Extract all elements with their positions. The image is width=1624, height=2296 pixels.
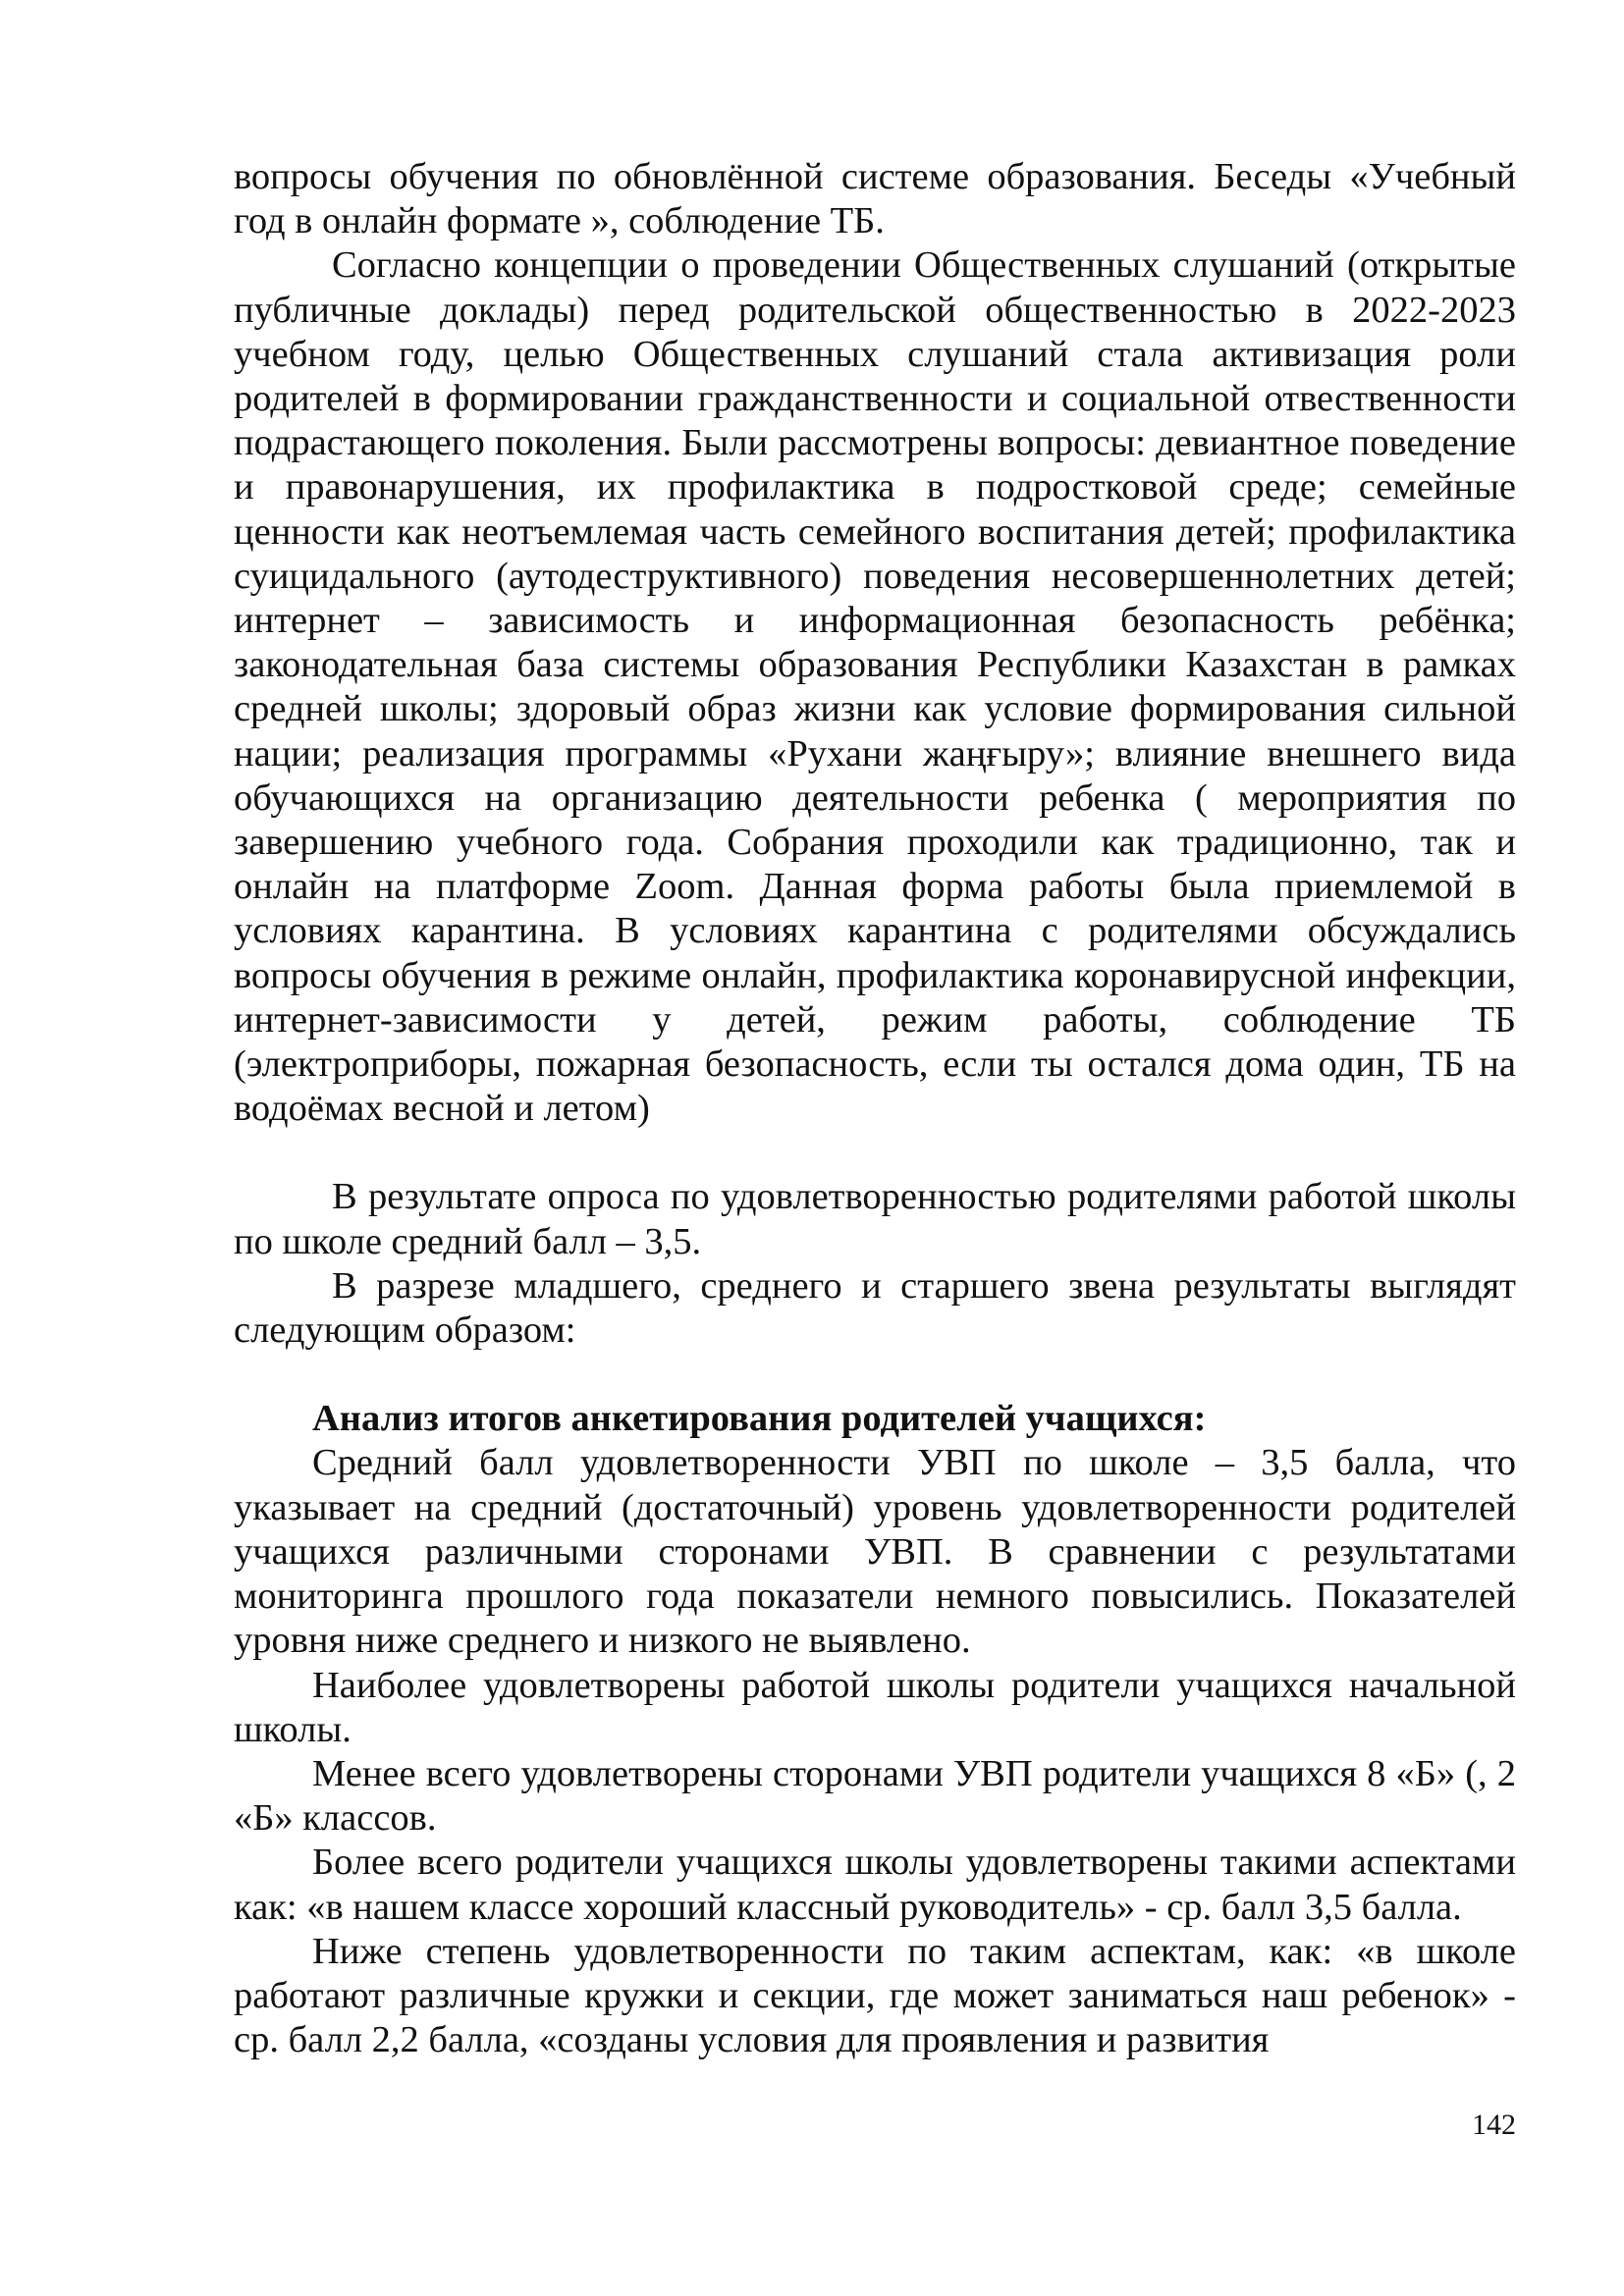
document-body bbox=[234, 155, 1516, 2062]
paragraph-least-satisfied: Менее всего удовлетворены сторонами УВП родители учащихся 8 «Б» (, 2 «Б» классов. bbox=[234, 1752, 1516, 1840]
page-number: 142 bbox=[1472, 2109, 1516, 2141]
paragraph-average-score: Средний балл удовлетворенности УВП по школе – 3,5 балла, что указывает на средний (достаточный) уровень удовлетворенности родителей учащихся различными сторонами УВП. В сравнении с результатами мониторинга прошлого года показатели немного повысились. Показателей уровня ниже среднего и низкого не выявлено. bbox=[234, 1442, 1516, 1662]
paragraph-continuation: вопросы обучения по обновлённой системе образования. Беседы «Учебный год в онлайн формате », соблюдение ТБ. bbox=[234, 156, 1516, 242]
paragraph-spacer bbox=[234, 1131, 1516, 1175]
paragraph-spacer bbox=[234, 1353, 1516, 1397]
paragraph-most-satisfied: Наиболее удовлетворены работой школы родители учащихся начальной школы. bbox=[234, 1664, 1516, 1750]
section-heading: Анализ итогов анкетирования родителей учащихся: bbox=[312, 1398, 1207, 1440]
paragraph-top-aspects: Более всего родители учащихся школы удовлетворены такими аспектами как: «в нашем классе хороший классный руководитель» - ср. балл 3,5 балла. bbox=[234, 1842, 1516, 1928]
paragraph-breakdown-intro: В разрезе младшего, среднего и старшего звена результаты выглядят следующим образом: bbox=[234, 1264, 1516, 1352]
paragraph-public-hearings: Согласно концепции о проведении Общественных слушаний (открытые публичные доклады) перед родительской общественностью в 2022-2023 учебном году, целью Общественных слушаний стала активизация роли родителей в формировании гражданственности и социальной отвественности подрастающего поколения. Были рассмотрены вопросы: девиантное поведение и правонарушения, их профилактика в подростковой среде; семейные ценности как неотъемлемая часть семейного воспитания детей; профилактика суицидального (аутодеструктивного) поведения несовершеннолетних детей; интернет – зависимость и информационная безопасность ребёнка; законодательная база системы образования Республики Казахстан в рамках средней школы; здоровый образ жизни как условие формирования сильной нации; реализация программы «Рухани жаңғыру»; влияние внешнего вида обучающихся на организацию деятельности ребенка ( мероприятия по завершению учебного года. Собрания проходили как традиционно, так и онлайн на платформе Zoom. Данная форма работы была приемлемой в условиях карантина. В условиях карантина с родителями обсуждались вопросы обучения в режиме онлайн, профилактика коронавирусной инфекции, интернет-зависимости у детей, режим работы, соблюдение ТБ (электроприборы, пожарная безопасность, если ты остался дома один, ТБ на водоёмах весной и летом) bbox=[234, 244, 1516, 1130]
paragraph-survey-result: В результате опроса по удовлетворенностью родителями работой школы по школе средний балл – 3,5. bbox=[234, 1176, 1516, 1262]
paragraph-lower-aspects: Ниже степень удовлетворенности по таким аспектам, как: «в школе работают различные кружки и секции, где может заниматься наш ребенок» - ср. балл 2,2 балла, «созданы условия для проявления и развития bbox=[234, 1930, 1516, 2061]
